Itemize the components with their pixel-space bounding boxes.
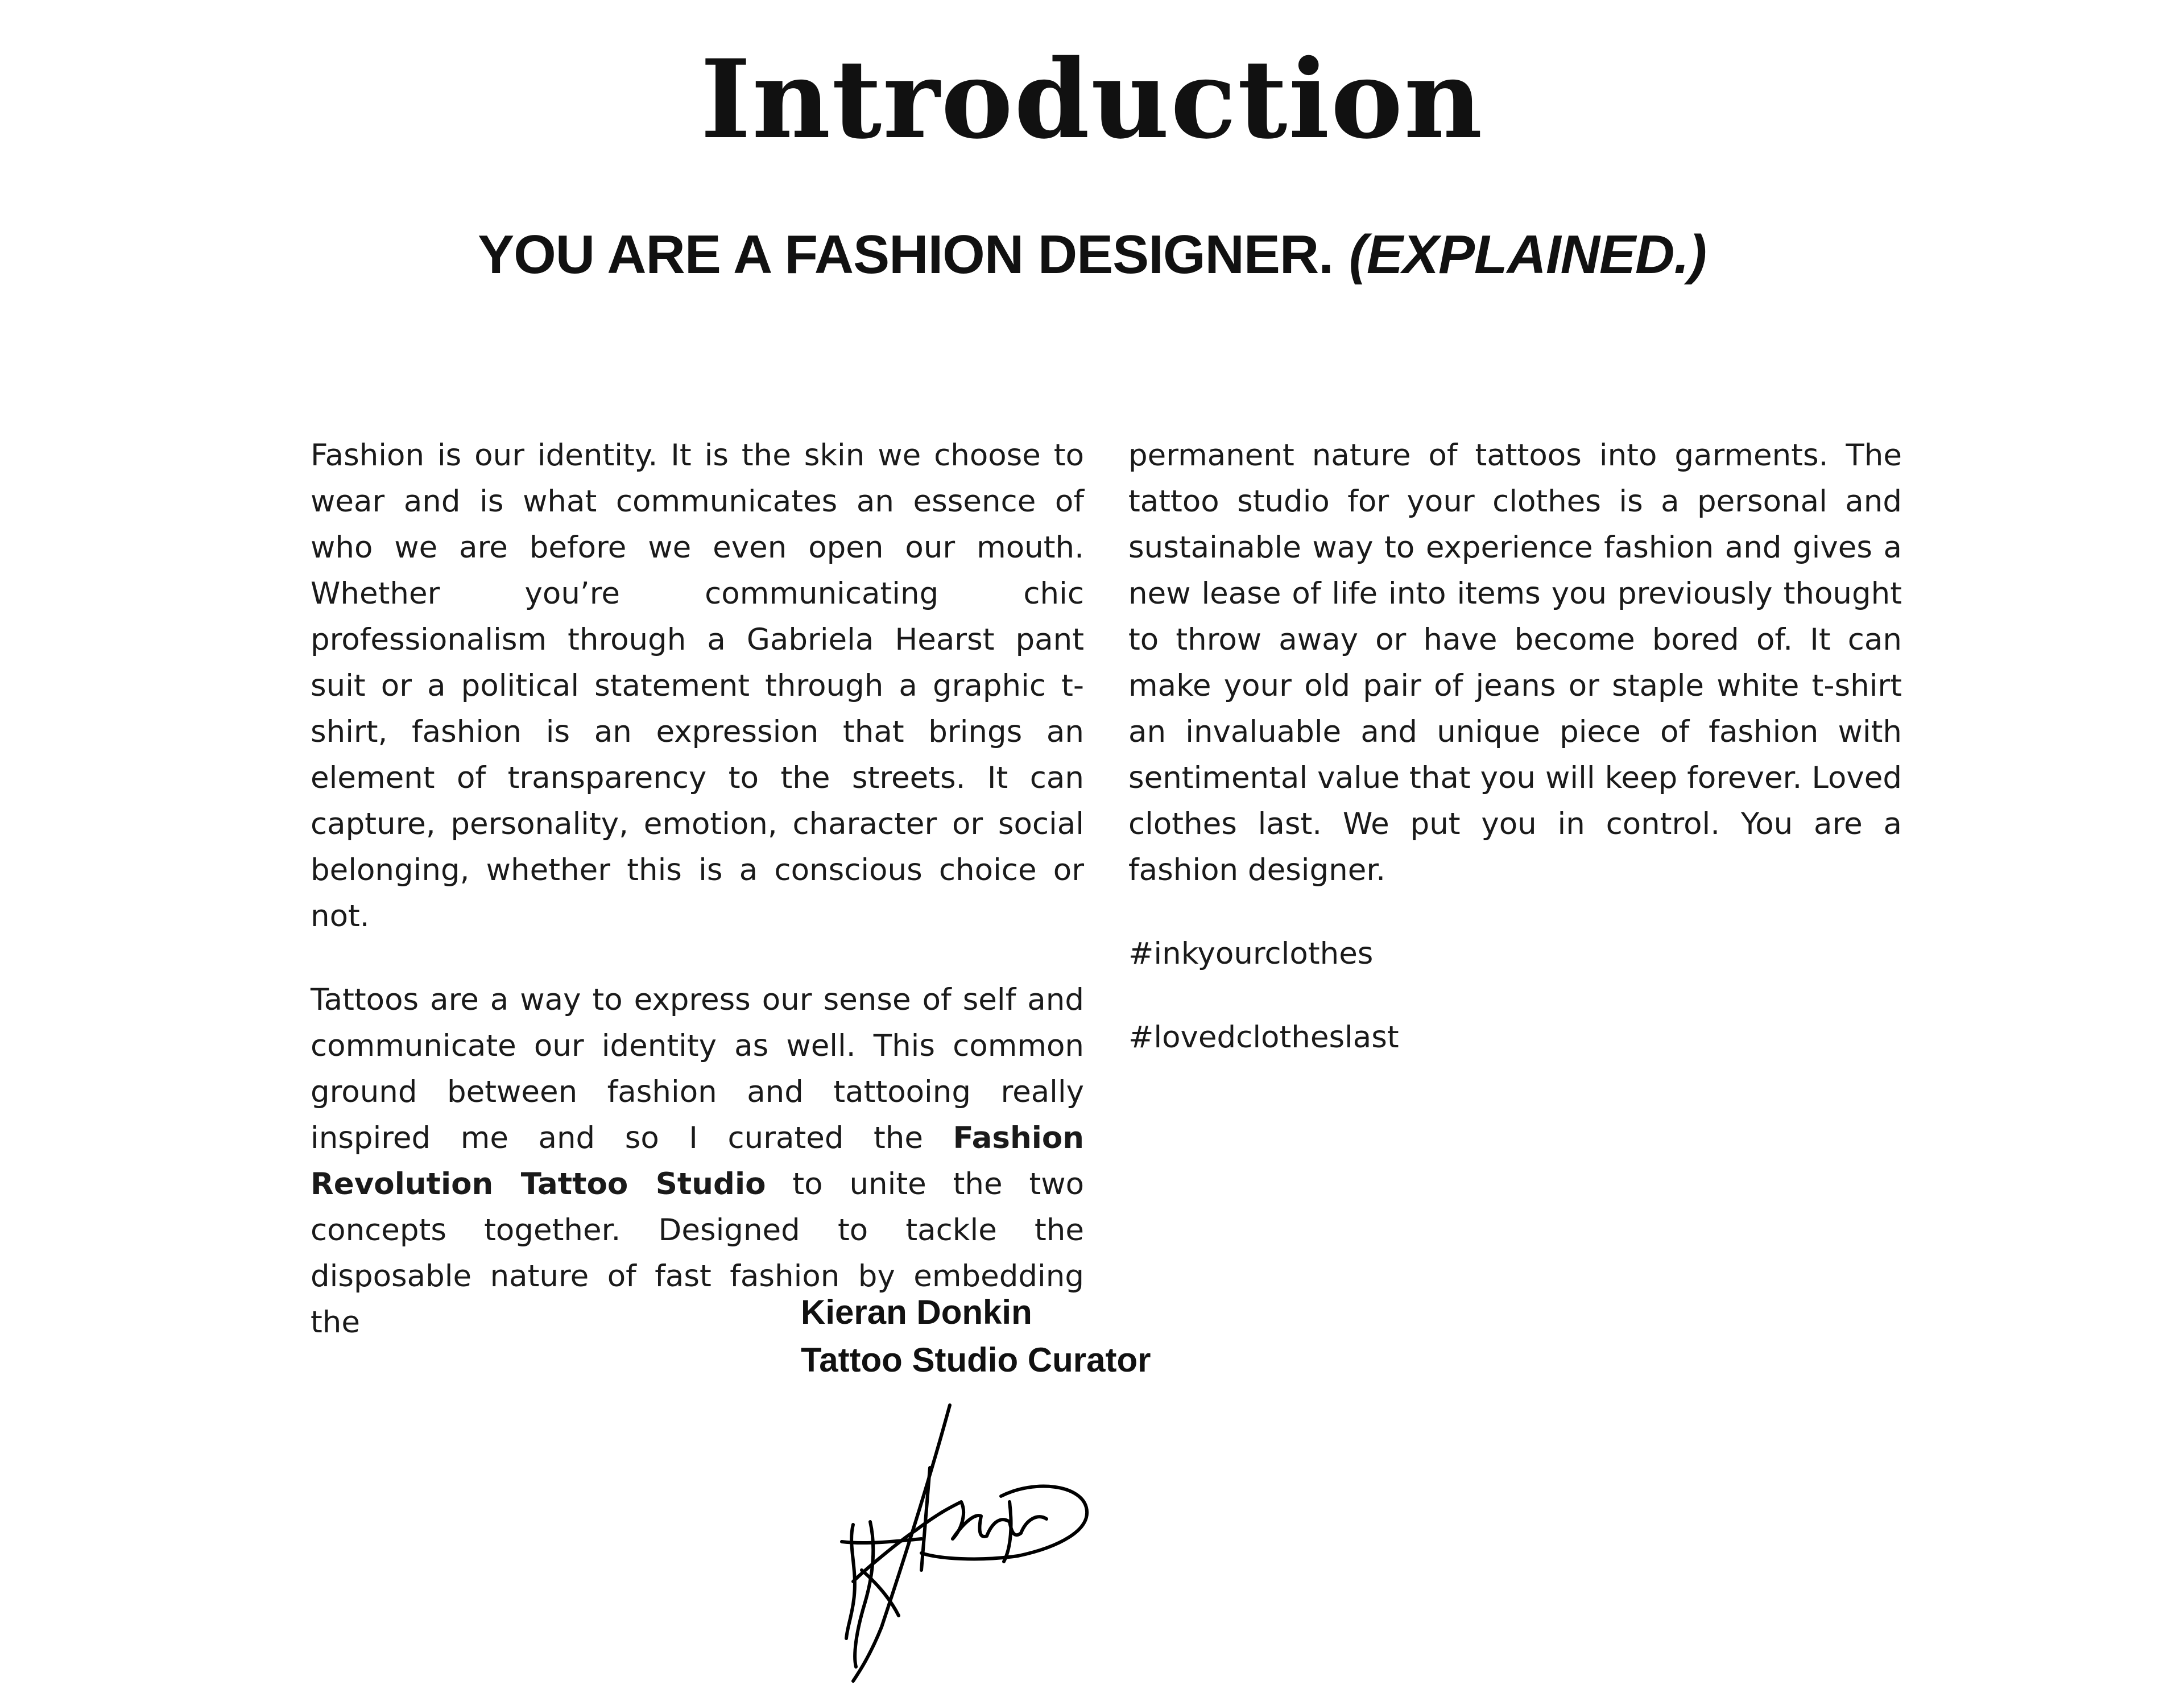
paragraph-tattoos-text: Tattoos are a way to express our sense of self and communicate our identity as well. This common ground between fashion and tattooing really inspired me and so I curated the [311,982,1084,1155]
subtitle-main: YOU ARE A FASHION DESIGNER. [478,224,1333,285]
hashtag-inkyourclothes: #inkyourclothes [1128,936,1374,971]
paragraph-tattoos-continued: to unite the two concepts together. Designed to tackle the disposable nature of fast fashion by embedding the [311,1167,1084,1340]
right-column [1128,432,1902,1098]
hashtag-lovedclotheslast: #lovedclotheslast [1128,1020,1399,1055]
signoff-block [801,1289,1151,1384]
author-name: Kieran Donkin [801,1293,1032,1331]
page-title: Introduction [700,36,1484,163]
author-role: Tattoo Studio Curator [801,1341,1151,1379]
studio-name: Fashion Revolution Tattoo Studio [311,1121,1084,1201]
page-subtitle [0,224,2184,285]
paragraph-permanent-nature: permanent nature of tattoos into garments. The tattoo studio for your clothes is a personal and sustainable way to experience fashion and gives a new lease of life into items you previously thought to throw away or have become bored of. It can make your old pair of jeans or staple white t-shirt an invaluable and unique piece of fashion with sentimental value that you will keep forever. Loved clothes last. We put you in control. You are a fashion designer. [1128,438,1902,887]
paragraph-fashion-identity: Fashion is our identity. It is the skin we choose to wear and is what communicates an essence of who we are before we even open our mouth. Whether you’re communicating chic professionalism through a Gabriela Hearst pant suit or a political statement through a graphic t-shirt, fashion is an expression that brings an element of transparency to the streets. It can capture, personality, emotion, character or social belonging, whether this is a conscious choice or not. [311,438,1084,934]
signature-image [830,1399,1092,1684]
subtitle-italic: (EXPLAINED.) [1349,224,1706,285]
left-column [311,432,1084,1383]
